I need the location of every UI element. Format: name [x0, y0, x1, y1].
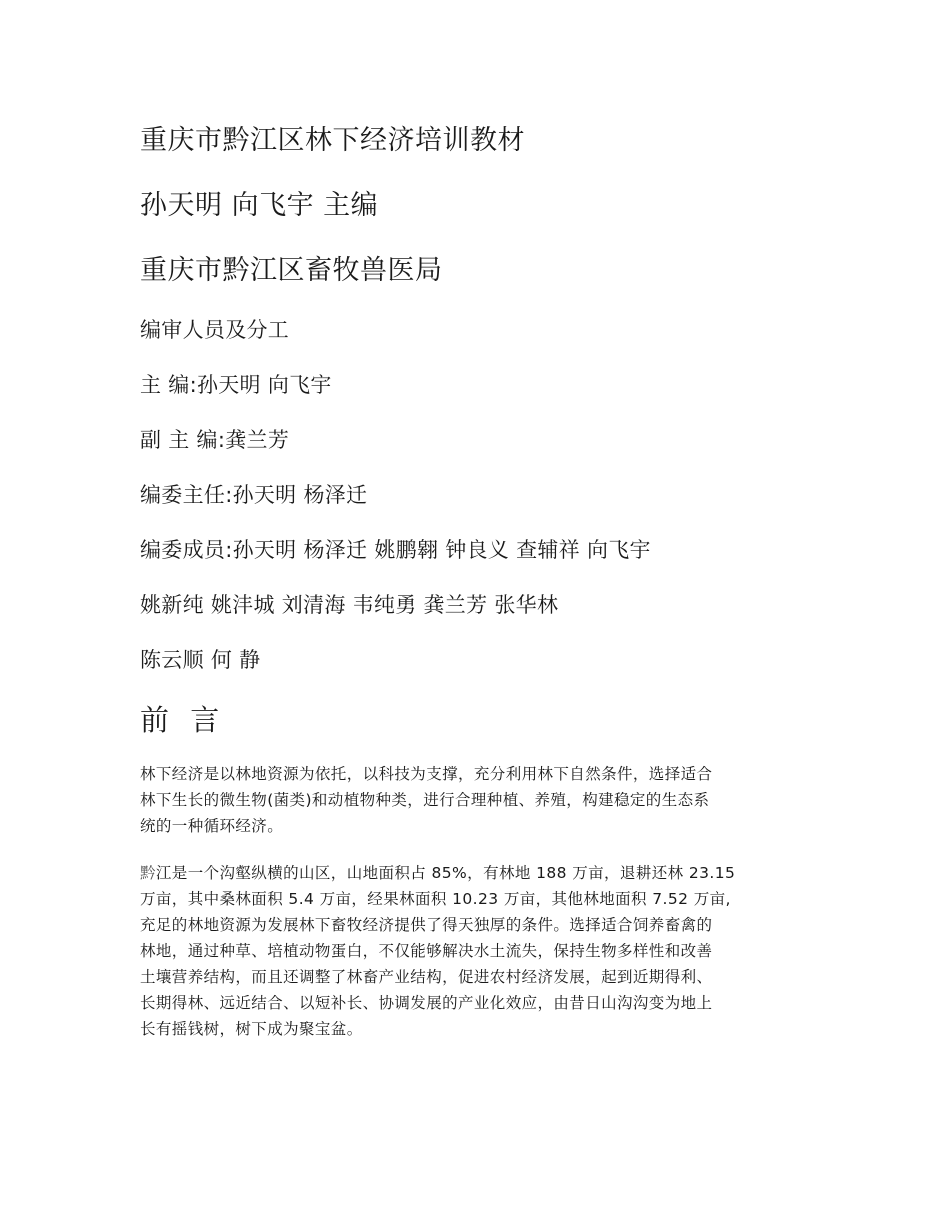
committee-members-line-3: 陈云顺 何 静 [140, 648, 261, 672]
paragraph-line: 土壤营养结构，而且还调整了林畜产业结构，促进农村经济发展，起到近期得利、 [140, 968, 713, 986]
preface-paragraph-1 [140, 761, 812, 839]
paragraph-line: 统的一种循环经济。 [140, 817, 284, 835]
editors-line: 孙天明 向飞宇 主编 [140, 190, 379, 221]
paragraph-line: 黔江是一个沟壑纵横的山区，山地面积占 85%，有林地 188 万亩，退耕还林 23.15 [140, 864, 736, 882]
committee-director-line: 编委主任:孙天明 杨泽迁 [140, 483, 368, 507]
document-title: 重庆市黔江区林下经济培训教材 [140, 125, 525, 156]
chief-editor-line: 主 编:孙天明 向飞宇 [140, 373, 332, 397]
paragraph-line: 林下生长的微生物(菌类)和动植物种类，进行合理种植、养殖，构建稳定的生态系 [140, 791, 710, 809]
paragraph-line: 万亩，其中桑林面积 5.4 万亩，经果林面积 10.23 万亩，其他林地面积 7.52 万亩, [140, 890, 731, 908]
paragraph-line: 充足的林地资源为发展林下畜牧经济提供了得天独厚的条件。选择适合饲养畜禽的 [140, 916, 713, 934]
staff-heading: 编审人员及分工 [140, 318, 290, 342]
deputy-editor-line: 副 主 编:龚兰芳 [140, 428, 290, 452]
paragraph-line: 长有摇钱树，树下成为聚宝盆。 [140, 1020, 363, 1038]
preface-paragraph-2 [140, 860, 812, 1042]
committee-members-line-2: 姚新纯 姚沣城 刘清海 韦纯勇 龚兰芳 张华林 [140, 593, 559, 617]
paragraph-line: 林下经济是以林地资源为依托，以科技为支撑，充分利用林下自然条件，选择适合 [140, 765, 713, 783]
paragraph-line: 长期得林、远近结合、以短补长、协调发展的产业化效应，由昔日山沟沟变为地上 [140, 994, 713, 1012]
paragraph-line: 林地，通过种草、培植动物蛋白，不仅能够解决水土流失，保持生物多样性和改善 [140, 942, 713, 960]
publisher-line: 重庆市黔江区畜牧兽医局 [140, 255, 443, 286]
committee-members-line: 编委成员:孙天明 杨泽迁 姚鹏翱 钟良义 查辅祥 向飞宇 [140, 538, 651, 562]
preface-heading: 前 言 [140, 703, 226, 737]
